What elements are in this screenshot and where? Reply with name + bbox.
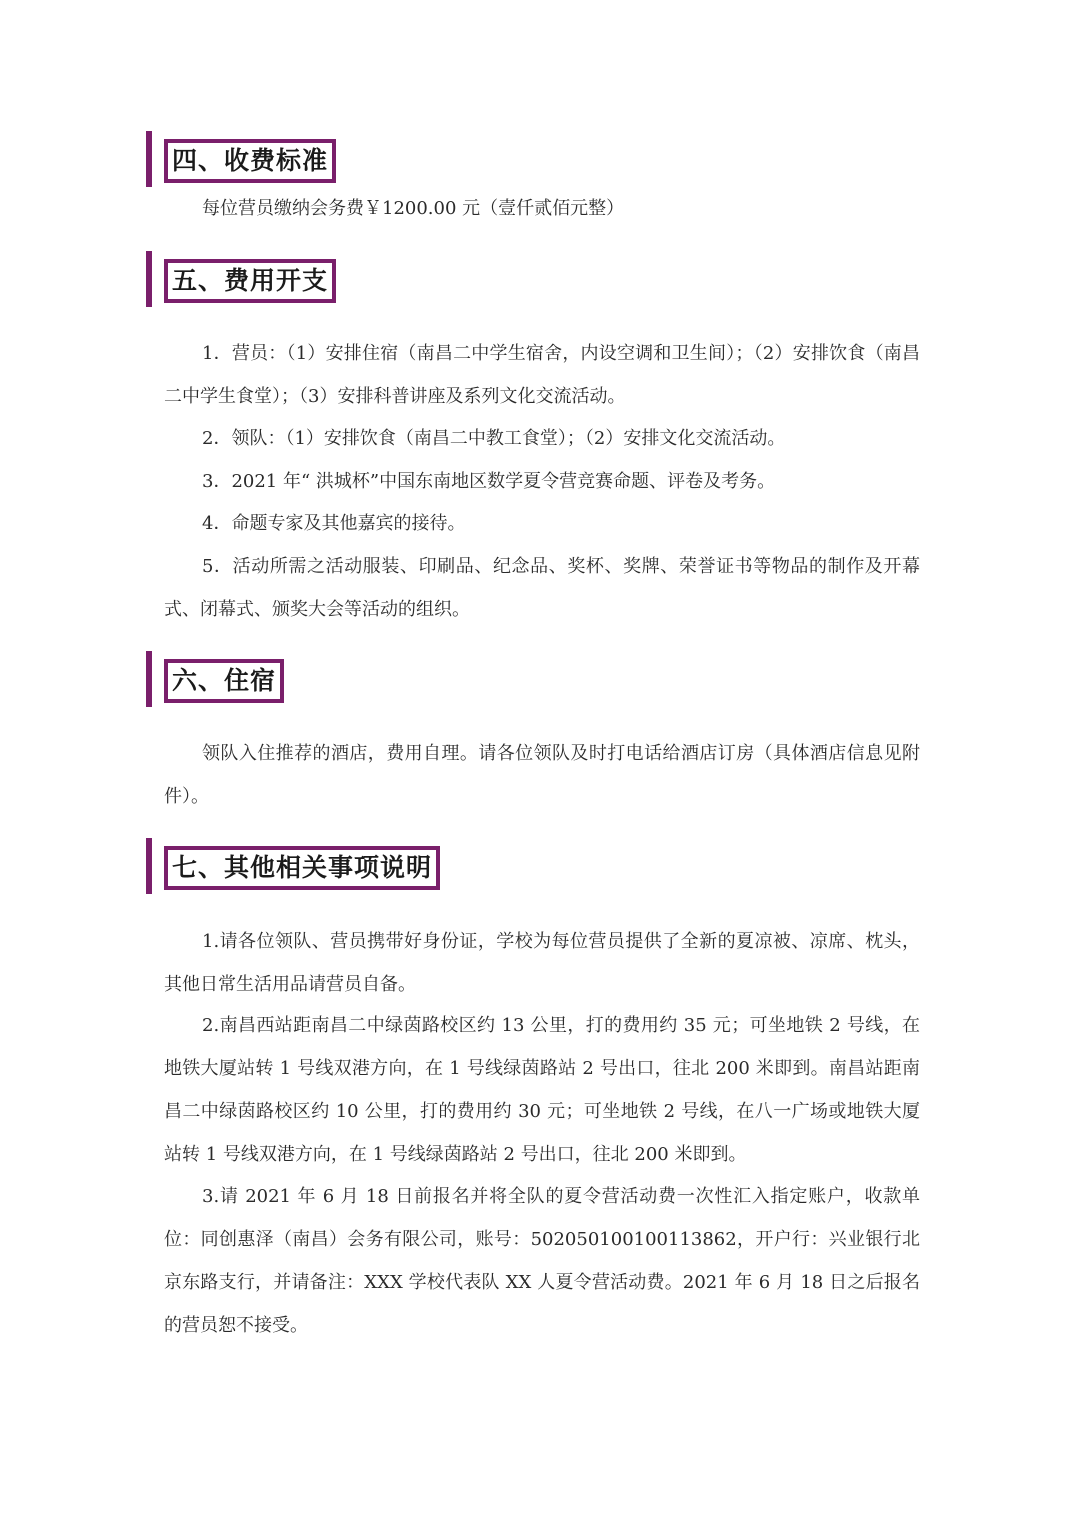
heading-accent-bar (146, 251, 152, 307)
paragraph: 3.请 2021 年 6 月 18 日前报名并将全队的夏令营活动费一次性汇入指定账户，收款单位：同创惠泽（南昌）会务有限公司，账号：502050100100113862，开户行：兴业银行北京东路支行，并请备注：XXX 学校代表队 XX 人夏令营活动费。2021 年 6 月 18 日之后报名的营员恕不接受。 (164, 1186, 920, 1336)
paragraph: 3．2021 年“ 洪城杯”中国东南地区数学夏令营竞赛命题、评卷及考务。 (202, 471, 776, 492)
heading-accent-bar (146, 651, 152, 707)
paragraph: 1.请各位领队、营员携带好身份证，学校为每位营员提供了全新的夏凉被、凉席、枕头，其他日常生活用品请营员自备。 (164, 931, 920, 995)
paragraph: 领队入住推荐的酒店，费用自理。请各位领队及时打电话给酒店订房（具体酒店信息见附件）。 (164, 743, 920, 807)
section-title: 五、费用开支 (164, 259, 336, 303)
paragraph: 2．领队：（1）安排饮食（南昌二中教工食堂）；（2）安排文化交流活动。 (202, 428, 786, 449)
paragraph: 5．活动所需之活动服装、印刷品、纪念品、奖杯、奖牌、荣誉证书等物品的制作及开幕式、闭幕式、颁奖大会等活动的组织。 (164, 556, 920, 620)
section-title: 四、收费标准 (164, 139, 336, 183)
paragraph: 4．命题专家及其他嘉宾的接待。 (202, 513, 466, 534)
heading-accent-bar (146, 838, 152, 894)
section-title: 七、其他相关事项说明 (164, 846, 440, 890)
paragraph: 2.南昌西站距南昌二中绿茵路校区约 13 公里，打的费用约 35 元；可坐地铁 2 号线，在地铁大厦站转 1 号线双港方向，在 1 号线绿茵路站 2 号出口，往北 200 米即到。南昌站距南昌二中绿茵路校区约 10 公里，打的费用约 30 元；可坐地铁 2 号线，在八一广场或地铁大厦站转 1 号线双港方向，在 1 号线绿茵路站 2 号出口，往北 200 米即到。 (164, 1015, 920, 1165)
section-title: 六、住宿 (164, 659, 284, 703)
paragraph: 每位营员缴纳会务费￥1200.00 元（壹仟贰佰元整） (202, 198, 625, 219)
heading-accent-bar (146, 131, 152, 187)
paragraph: 1．营员：（1）安排住宿（南昌二中学生宿舍，内设空调和卫生间）；（2）安排饮食（南昌二中学生食堂）；（3）安排科普讲座及系列文化交流活动。 (164, 343, 920, 407)
